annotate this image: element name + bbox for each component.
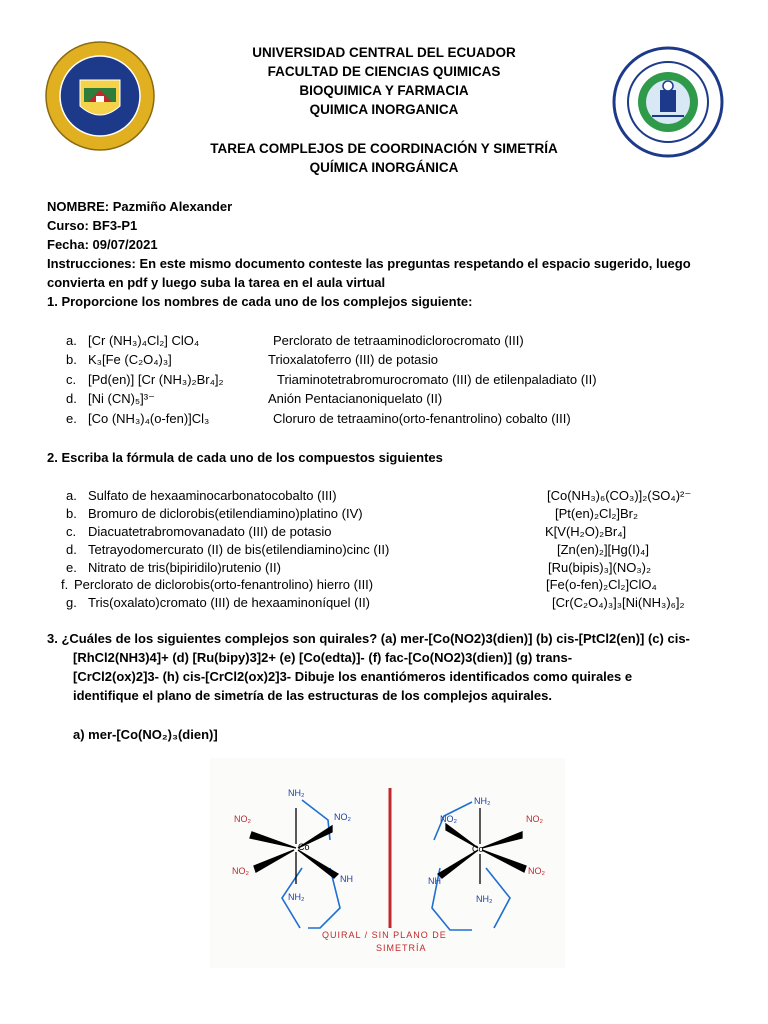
drawing-caption-line-1: QUIRAL / SIN PLANO DE bbox=[322, 930, 447, 940]
q2-formula: [Zn(en)₂][Hg(I)₄] bbox=[557, 542, 649, 557]
q1-answer: Cloruro de tetraamino(orto-fenantrolino) cobalto (III) bbox=[273, 411, 571, 426]
instructions-line-2: convierta en pdf y luego suba la tarea en el aula virtual bbox=[47, 275, 386, 290]
q1-formula: [Co (NH₃)₄(o-fen)]Cl₃ bbox=[88, 411, 210, 426]
q2-name: Perclorato de diclorobis(orto-fenantrolino) hierro (III) bbox=[74, 577, 374, 592]
q2-letter: c. bbox=[66, 524, 77, 539]
left-nh2-bottom-label: NH₂ bbox=[288, 892, 305, 902]
q2-name: Bromuro de diclorobis(etilendiamino)platino (IV) bbox=[88, 506, 363, 521]
right-no2-right-label: NO₂ bbox=[528, 866, 545, 876]
q2-letter: d. bbox=[66, 542, 77, 557]
student-course: Curso: BF3-P1 bbox=[47, 218, 138, 233]
q1-formula: [Pd(en)] [Cr (NH₃)₂Br₄]₂ bbox=[88, 372, 224, 387]
task-title: TAREA COMPLEJOS DE COORDINACIÓN Y SIMETRÍA bbox=[210, 141, 558, 156]
q2-letter: e. bbox=[66, 560, 77, 575]
right-nh-label: NH bbox=[428, 876, 441, 886]
left-nh-label: NH bbox=[340, 874, 353, 884]
q1-formula: K₃[Fe (C₂O₄)₃] bbox=[88, 352, 172, 367]
right-co-label: Co bbox=[472, 844, 484, 854]
q2-name: Nitrato de tris(bipiridilo)rutenio (II) bbox=[88, 560, 281, 575]
right-no2-upper-left-label: NO₂ bbox=[440, 814, 457, 824]
enantiomer-drawing bbox=[210, 758, 565, 968]
faculty-name: FACULTAD DE CIENCIAS QUIMICAS bbox=[267, 64, 501, 79]
q2-formula: [Pt(en)₂Cl₂]Br₂ bbox=[555, 506, 639, 521]
question-1-title: 1. Proporcione los nombres de cada uno de los complejos siguiente: bbox=[47, 294, 473, 309]
student-name: NOMBRE: Pazmiño Alexander bbox=[47, 199, 233, 214]
q2-letter: a. bbox=[66, 488, 77, 503]
q1-answer: Trioxalatoferro (III) de potasio bbox=[268, 352, 439, 367]
left-no2-upper-right-label: NO₂ bbox=[334, 812, 351, 822]
q2-name: Tetrayodomercurato (II) de bis(etilendiamino)cinc (II) bbox=[88, 542, 390, 557]
question-3-line-2: [RhCl2(NH3)4]+ (d) [Ru(bipy)3]2+ (e) [Co(edta)]- (f) fac-[Co(NO2)3(dien)] (g) trans- bbox=[73, 650, 573, 665]
q1-letter: e. bbox=[66, 411, 77, 426]
drawing-caption-line-2: SIMETRÍA bbox=[376, 943, 427, 953]
q2-formula: [Fe(o-fen)₂Cl₂]ClO₄ bbox=[546, 577, 657, 592]
program-name: BIOQUIMICA Y FARMACIA bbox=[299, 83, 469, 98]
q2-formula: [Cr(C₂O₄)₃]₃[Ni(NH₃)₆]₂ bbox=[552, 595, 685, 610]
course-name: QUIMICA INORGANICA bbox=[309, 102, 459, 117]
q2-name: Tris(oxalato)cromato (III) de hexaaminoníquel (II) bbox=[88, 595, 371, 610]
q1-answer: Perclorato de tetraaminodiclorocromato (III) bbox=[273, 333, 524, 348]
q1-answer: Anión Pentacianoniquelato (II) bbox=[268, 391, 443, 406]
left-no2-upper-left-label: NO₂ bbox=[234, 814, 251, 824]
q2-letter: f. bbox=[61, 577, 69, 592]
q2-name: Sulfato de hexaaminocarbonatocobalto (III) bbox=[88, 488, 337, 503]
q2-name: Diacuatetrabromovanadato (III) de potasio bbox=[88, 524, 332, 539]
question-3-line-1: 3. ¿Cuáles de los siguientes complejos son quirales? (a) mer-[Co(NO2)3(dien)] (b) cis-[PtCl2(en)] (c) cis- bbox=[47, 631, 690, 646]
right-nh2-top-label: NH₂ bbox=[474, 796, 491, 806]
q1-letter: a. bbox=[66, 333, 77, 348]
q1-letter: b. bbox=[66, 352, 77, 367]
question-3-line-4: identifique el plano de simetría de las estructuras de los complejos aquirales. bbox=[73, 688, 552, 703]
q1-letter: d. bbox=[66, 391, 77, 406]
q1-formula: [Ni (CN)₅]³⁻ bbox=[88, 391, 155, 406]
q2-formula: [Co(NH₃)₆(CO₃)]₂(SO₄)²⁻ bbox=[547, 488, 692, 503]
right-no2-upper-right-label: NO₂ bbox=[526, 814, 543, 824]
university-name: UNIVERSIDAD CENTRAL DEL ECUADOR bbox=[252, 45, 516, 60]
left-co-label: Co bbox=[298, 842, 310, 852]
q2-formula: [Ru(bipis)₃](NO₃)₂ bbox=[548, 560, 652, 575]
q1-letter: c. bbox=[66, 372, 77, 387]
left-no2-left-label: NO₂ bbox=[232, 866, 249, 876]
student-date: Fecha: 09/07/2021 bbox=[47, 237, 158, 252]
question-3-line-3: [CrCl2(ox)2]3- (h) cis-[CrCl2(ox)2]3- Dibuje los enantiómeros identificados como quirales e bbox=[73, 669, 633, 684]
q1-formula: [Cr (NH₃)₄Cl₂] ClO₄ bbox=[88, 333, 200, 348]
q2-letter: g. bbox=[66, 595, 77, 610]
right-nh2-bottom-label: NH₂ bbox=[476, 894, 493, 904]
task-subtitle: QUÍMICA INORGÁNICA bbox=[309, 160, 459, 175]
question-3-sub-a: a) mer-[Co(NO₂)₃(dien)] bbox=[73, 727, 218, 742]
question-2-title: 2. Escriba la fórmula de cada uno de los compuestos siguientes bbox=[47, 450, 443, 465]
q1-answer: Triaminotetrabromurocromato (III) de etilenpaladiato (II) bbox=[277, 372, 597, 387]
instructions-line-1: Instrucciones: En este mismo documento conteste las preguntas respetando el espacio sugerido, luego bbox=[47, 256, 691, 271]
left-nh2-top-label: NH₂ bbox=[288, 788, 305, 798]
q2-formula: K[V(H₂O)₂Br₄] bbox=[545, 524, 627, 539]
q2-letter: b. bbox=[66, 506, 77, 521]
